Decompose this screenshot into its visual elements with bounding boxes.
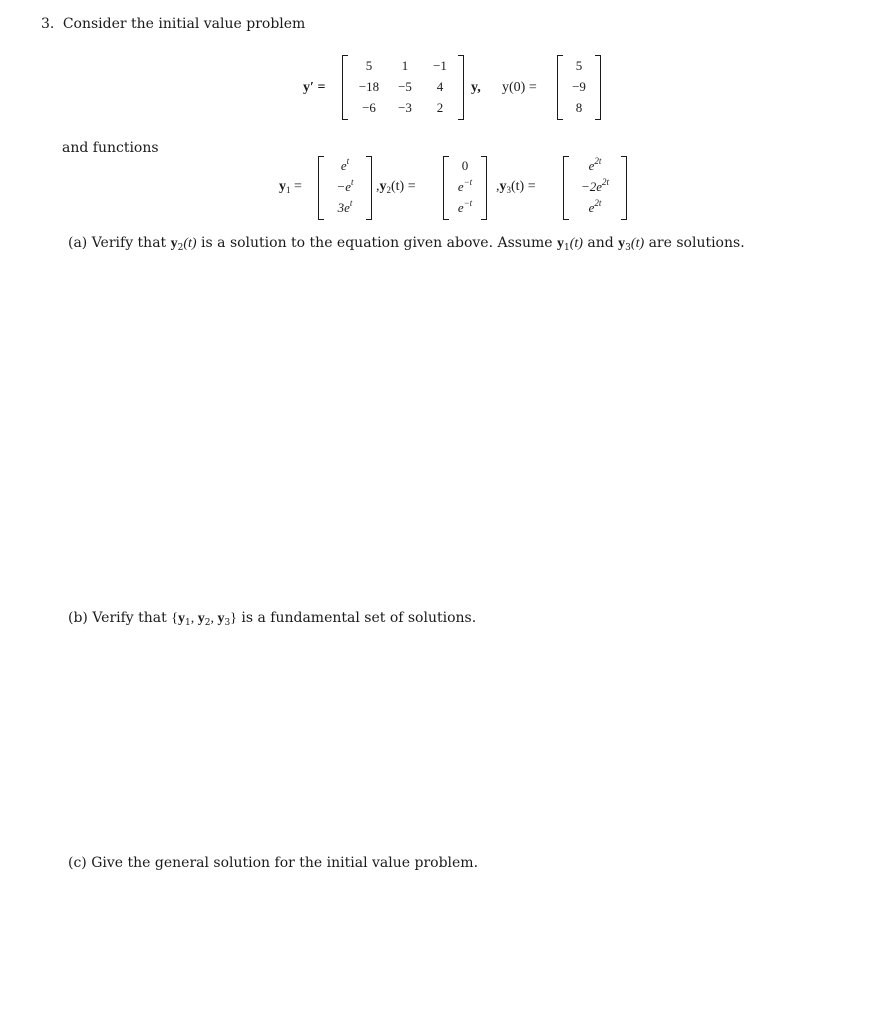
matrix-cell: −3	[398, 99, 412, 115]
problem-number: 3.	[41, 16, 55, 32]
part-a-label: (a)	[68, 235, 88, 251]
problem-intro: Consider the initial value problem	[62, 16, 306, 32]
matrix-cell: 2	[436, 99, 444, 115]
matrix-a-right-bracket	[458, 55, 464, 120]
vector-cell: 8	[575, 99, 583, 115]
matrix-cell: −18	[358, 78, 380, 94]
matrix-cell: 1	[401, 58, 409, 74]
vector-cell: $3e^t$	[337, 197, 353, 215]
y3-right-bracket	[621, 156, 627, 220]
y2-right-bracket	[481, 156, 487, 220]
part-b: (b) Verify that {$y_1$, $y_2$, $y_3$} is a fundamental set of solutions.	[68, 610, 477, 628]
y1-vector	[324, 156, 366, 218]
y3-label: $,y_3(t)$ =	[496, 179, 536, 195]
ode-lhs: y′ =	[303, 80, 326, 95]
matrix-cell: −1	[433, 58, 447, 74]
y2-label: $,y_2(t)$ =	[376, 179, 416, 195]
vector-cell: $e^t$	[340, 156, 350, 174]
vector-cell: 0	[461, 158, 469, 174]
vector-cell: $e^{2t}$	[588, 197, 602, 215]
ic-vector-right-bracket	[595, 55, 601, 120]
ode-rhs-var: y,	[471, 80, 481, 95]
problem-header	[41, 16, 305, 32]
vector-cell: 5	[575, 58, 583, 74]
vector-cell: $-2e^{2t}$	[580, 176, 610, 194]
vector-cell: $-e^t$	[336, 176, 354, 194]
y3-vector	[569, 156, 621, 218]
part-c-label: (c)	[68, 855, 87, 871]
matrix-cell: −6	[362, 99, 376, 115]
vector-cell: $e^{-t}$	[457, 176, 473, 194]
matrix-cell: −5	[398, 78, 412, 94]
y1-label: $y_1$ =	[279, 179, 302, 195]
vector-cell: $e^{2t}$	[588, 156, 602, 174]
part-a: (a) Verify that $y_2(t)$ is a solution to the equation given above. Assume $y_1(t)$ and $y_3(t)$ are solutions.	[68, 235, 745, 253]
y1-right-bracket	[366, 156, 372, 220]
initial-condition-lhs: y(0) =	[502, 80, 537, 95]
matrix-cell: 4	[436, 78, 444, 94]
initial-condition-vector	[563, 56, 595, 118]
vector-cell: $e^{-t}$	[457, 197, 473, 215]
part-c	[68, 855, 478, 871]
matrix-cell: 5	[365, 58, 373, 74]
matrix-a-left-bracket	[342, 55, 348, 120]
functions-label: and functions	[62, 140, 159, 156]
part-b-label: (b)	[68, 610, 88, 626]
part-c-text: Give the general solution for the initial value problem.	[91, 855, 479, 871]
vector-cell: −9	[572, 78, 586, 94]
coefficient-matrix	[350, 56, 458, 118]
y2-vector	[449, 156, 481, 218]
